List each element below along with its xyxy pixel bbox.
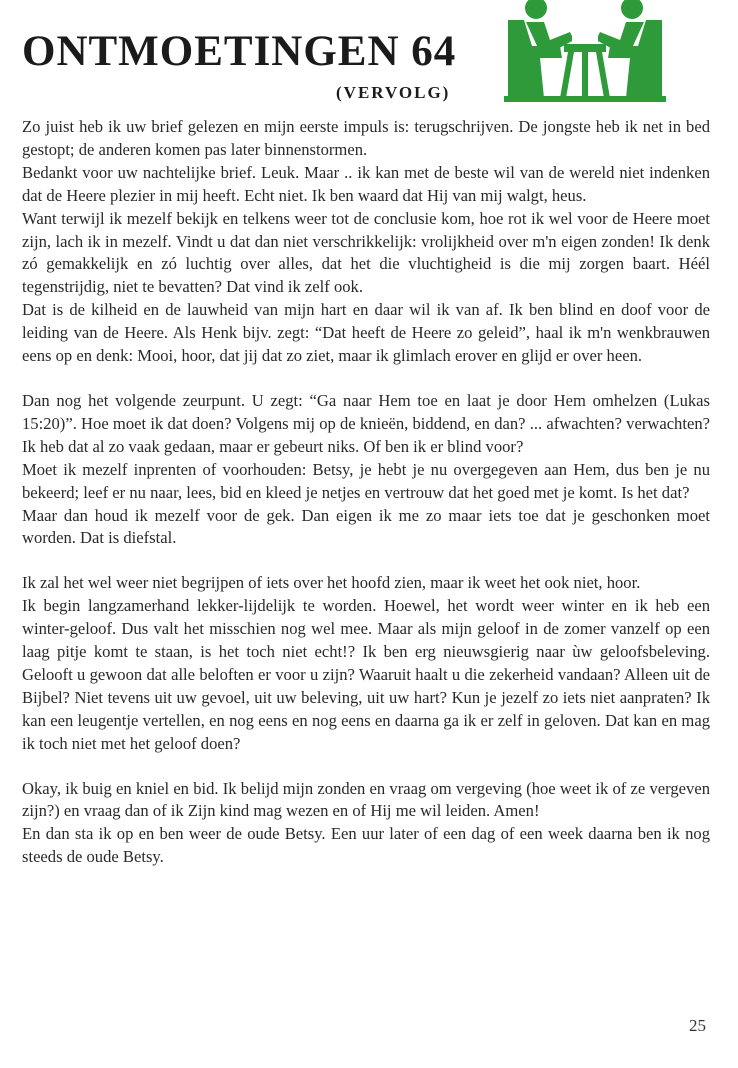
page-title: ONTMOETINGEN 64 — [22, 28, 457, 75]
paragraph: Want terwijl ik mezelf bekijk en telkens weer tot de conclusie kom, hoe rot ik wel voor de Heere moet zijn, lach ik in mezelf. Vindt u dat dan niet verschrikkelijk: vrolijkheid over m'n eigen zonden! Ik denk zó gemakkelijk en zó luchtig over alles, dat het die vluchtigheid is die mij zorgen baart. Héél tegenstrijdig, niet te bevatten? Dat vind ik zelf ook. — [22, 208, 710, 297]
paragraph: Dat is de kilheid en de lauwheid van mijn hart en daar wil ik van af. Ik ben blind en doof voor de leiding van de Heere. Als Henk bijv. zegt: “Dat heeft de Heere zo geleid”, haal ik m'n wenkbrauwen eens op en denk: Mooi, hoor, dat jij dat zo ziet, maar ik glimlach erover en glijd er over heen. — [22, 300, 710, 366]
paragraph: Ik zal het wel weer niet begrijpen of iets over het hoofd zien, maar ik weet het ook niet, hoor. — [22, 573, 641, 593]
paragraph: En dan sta ik op en ben weer de oude Betsy. Een uur later of een dag of een week daarna ben ik nog steeds de oude Betsy. — [22, 824, 710, 867]
paragraph: Ik begin langzamerhand lekker-lijdelijk te worden. Hoewel, het wordt weer winter en ik heb een winter-geloof. Dus valt het misschien nog wel mee. Maar als mijn geloof in de zomer vanzelf op een laag pitje komt te staan, is het toch niet echt!? Ik ben erg nieuwsgierig naar ùw geloofsbeleving. Gelooft u gewoon dat alle beloften er voor u zijn? Waaruit haalt u die zekerheid vandaan? Alleen uit de Bijbel? Niet tevens uit uw gevoel, uit uw beleving, uit uw hart? Kun je jezelf zo iets niet aanpraten? Ik kan een leugentje vertellen, en nog eens en nog eens en daarna ga ik er zelf in geloven. Dat kan en mag ik toch niet met het geloof doen? — [22, 596, 710, 753]
paragraph: Maar dan houd ik mezelf voor de gek. Dan eigen ik me zo maar iets toe dat je geschonken moet worden. Dat is diefstal. — [22, 505, 710, 548]
page-subtitle: (VERVOLG) — [336, 83, 451, 102]
letter-body — [22, 116, 710, 869]
paragraph: Zo juist heb ik uw brief gelezen en mijn eerste impuls is: terugschrijven. De jongste heb ik net in bed gestopt; de anderen komen pas later binnenstormen. — [22, 117, 710, 159]
page-number: 25 — [689, 1016, 706, 1035]
paragraph: Dan nog het volgende zeurpunt. U zegt: “Ga naar Hem toe en laat je door Hem omhelzen (Lukas 15:20)”. Hoe moet ik dat doen? Volgens mij op de knieën, biddend, en dan? ... afwachten? verwachten? Ik heb dat al zo vaak gedaan, maar er gebeurt niks. Of ben ik er blind voor? — [22, 390, 710, 456]
paragraph: Okay, ik buig en kniel en bid. Ik belijd mijn zonden en vraag om vergeving (hoe weet ik of ze vergeven zijn?) en vraag dan of ik Zijn kind mag wezen en of Hij me wil leiden. Amen! — [22, 778, 710, 821]
two-people-at-table-icon — [504, 0, 666, 102]
paragraph: Moet ik mezelf inprenten of voorhouden: Betsy, je hebt je nu overgegeven aan Hem, dus ben je nu bekeerd; leef er nu naar, lees, bid en kleed je netjes en vertrouw dat het goed met je komt. Is het dat? — [22, 459, 710, 502]
paragraph: Bedankt voor uw nachtelijke brief. Leuk. Maar .. ik kan met de beste wil van de wereld niet indenken dat de Heere plezier in mij heeft. Echt niet. Ik ben waard dat Hij van mij walgt, heus. — [22, 162, 710, 205]
